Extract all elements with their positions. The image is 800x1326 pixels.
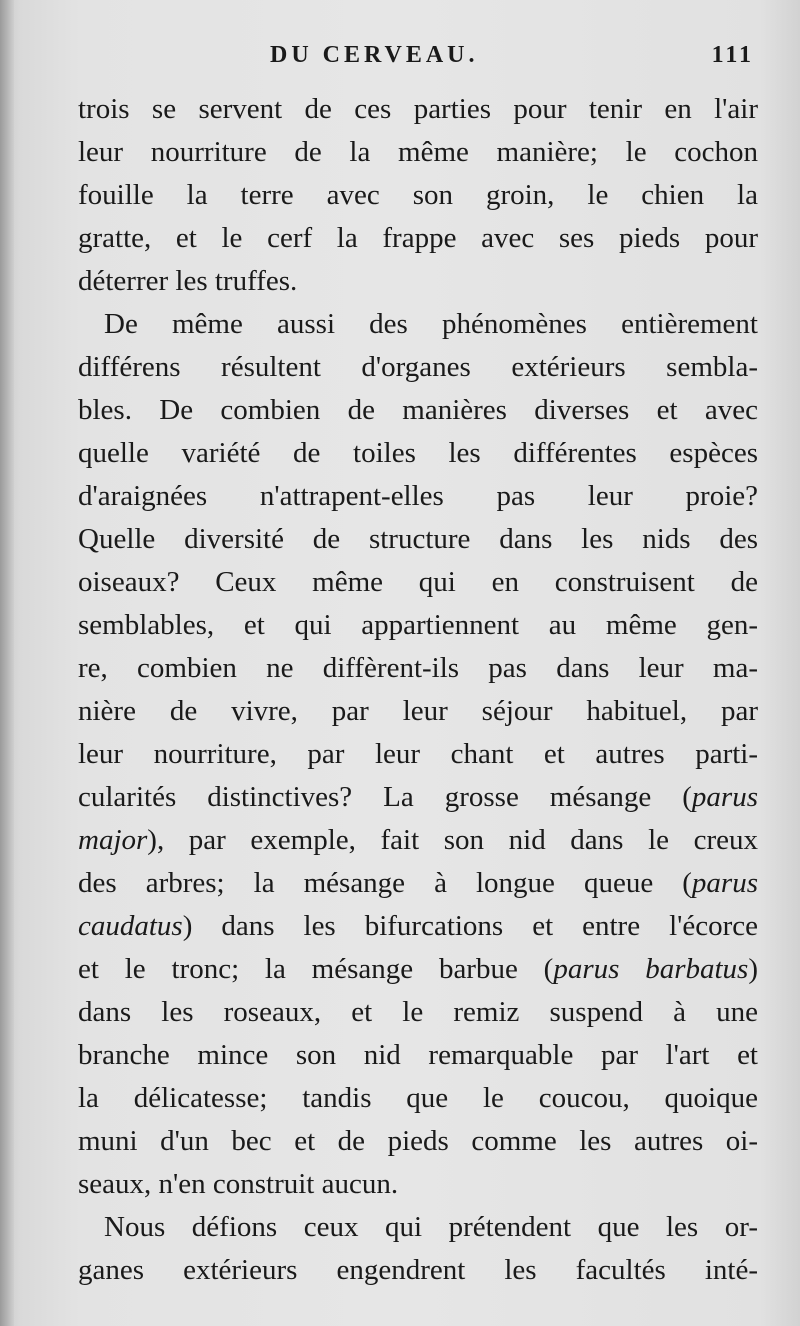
text-line: leur nourriture de la même manière; le cochon <box>78 136 758 168</box>
text-line: caudatus) dans les bifurcations et entre l'écorce <box>78 910 758 942</box>
text-line: Quelle diversité de structure dans les nids des <box>78 523 758 555</box>
text-line: ganes extérieurs engendrent les facultés inté- <box>78 1254 758 1286</box>
text-line: quelle variété de toiles les différentes espèces <box>78 437 758 469</box>
text-line: De même aussi des phénomènes entièrement <box>104 308 758 340</box>
text-line: dans les roseaux, et le remiz suspend à une <box>78 996 758 1028</box>
text-line: muni d'un bec et de pieds comme les autres oi- <box>78 1125 758 1157</box>
text-line: gratte, et le cerf la frappe avec ses pieds pour <box>78 222 758 254</box>
text-line: trois se servent de ces parties pour tenir en l'air <box>78 93 758 125</box>
text-line: Nous défions ceux qui prétendent que les or- <box>104 1211 758 1243</box>
text-line: re, combien ne diffèrent-ils pas dans leur ma- <box>78 652 758 684</box>
page-header <box>0 42 800 82</box>
text-line: semblables, et qui appartiennent au même gen- <box>78 609 758 641</box>
text-line: déterrer les truffes. <box>78 265 298 297</box>
text-line: branche mince son nid remarquable par l'art et <box>78 1039 758 1071</box>
text-line: et le tronc; la mésange barbue (parus barbatus) <box>78 953 758 985</box>
page-gutter <box>0 0 14 1326</box>
running-title: DU CERVEAU. <box>270 42 479 68</box>
text-line: bles. De combien de manières diverses et avec <box>78 394 758 426</box>
text-line: la délicatesse; tandis que le coucou, quoique <box>78 1082 758 1114</box>
page-number: 111 <box>711 42 754 68</box>
text-line: d'araignées n'attrapent-elles pas leur proie? <box>78 480 758 512</box>
text-line: seaux, n'en construit aucun. <box>78 1168 399 1200</box>
text-line: major), par exemple, fait son nid dans le creux <box>78 824 758 856</box>
paragraph-1 <box>78 88 758 303</box>
text-line: leur nourriture, par leur chant et autres parti- <box>78 738 758 770</box>
paragraph-3 <box>78 1206 758 1292</box>
text-line: différens résultent d'organes extérieurs sembla- <box>78 351 758 383</box>
body-text <box>78 88 758 1292</box>
text-line: cularités distinctives? La grosse mésange (parus <box>78 781 758 813</box>
text-line: fouille la terre avec son groin, le chien la <box>78 179 758 211</box>
text-line: des arbres; la mésange à longue queue (parus <box>78 867 758 899</box>
text-line: nière de vivre, par leur séjour habituel, par <box>78 695 758 727</box>
text-line: oiseaux? Ceux même qui en construisent de <box>78 566 758 598</box>
paragraph-2 <box>78 303 758 1206</box>
